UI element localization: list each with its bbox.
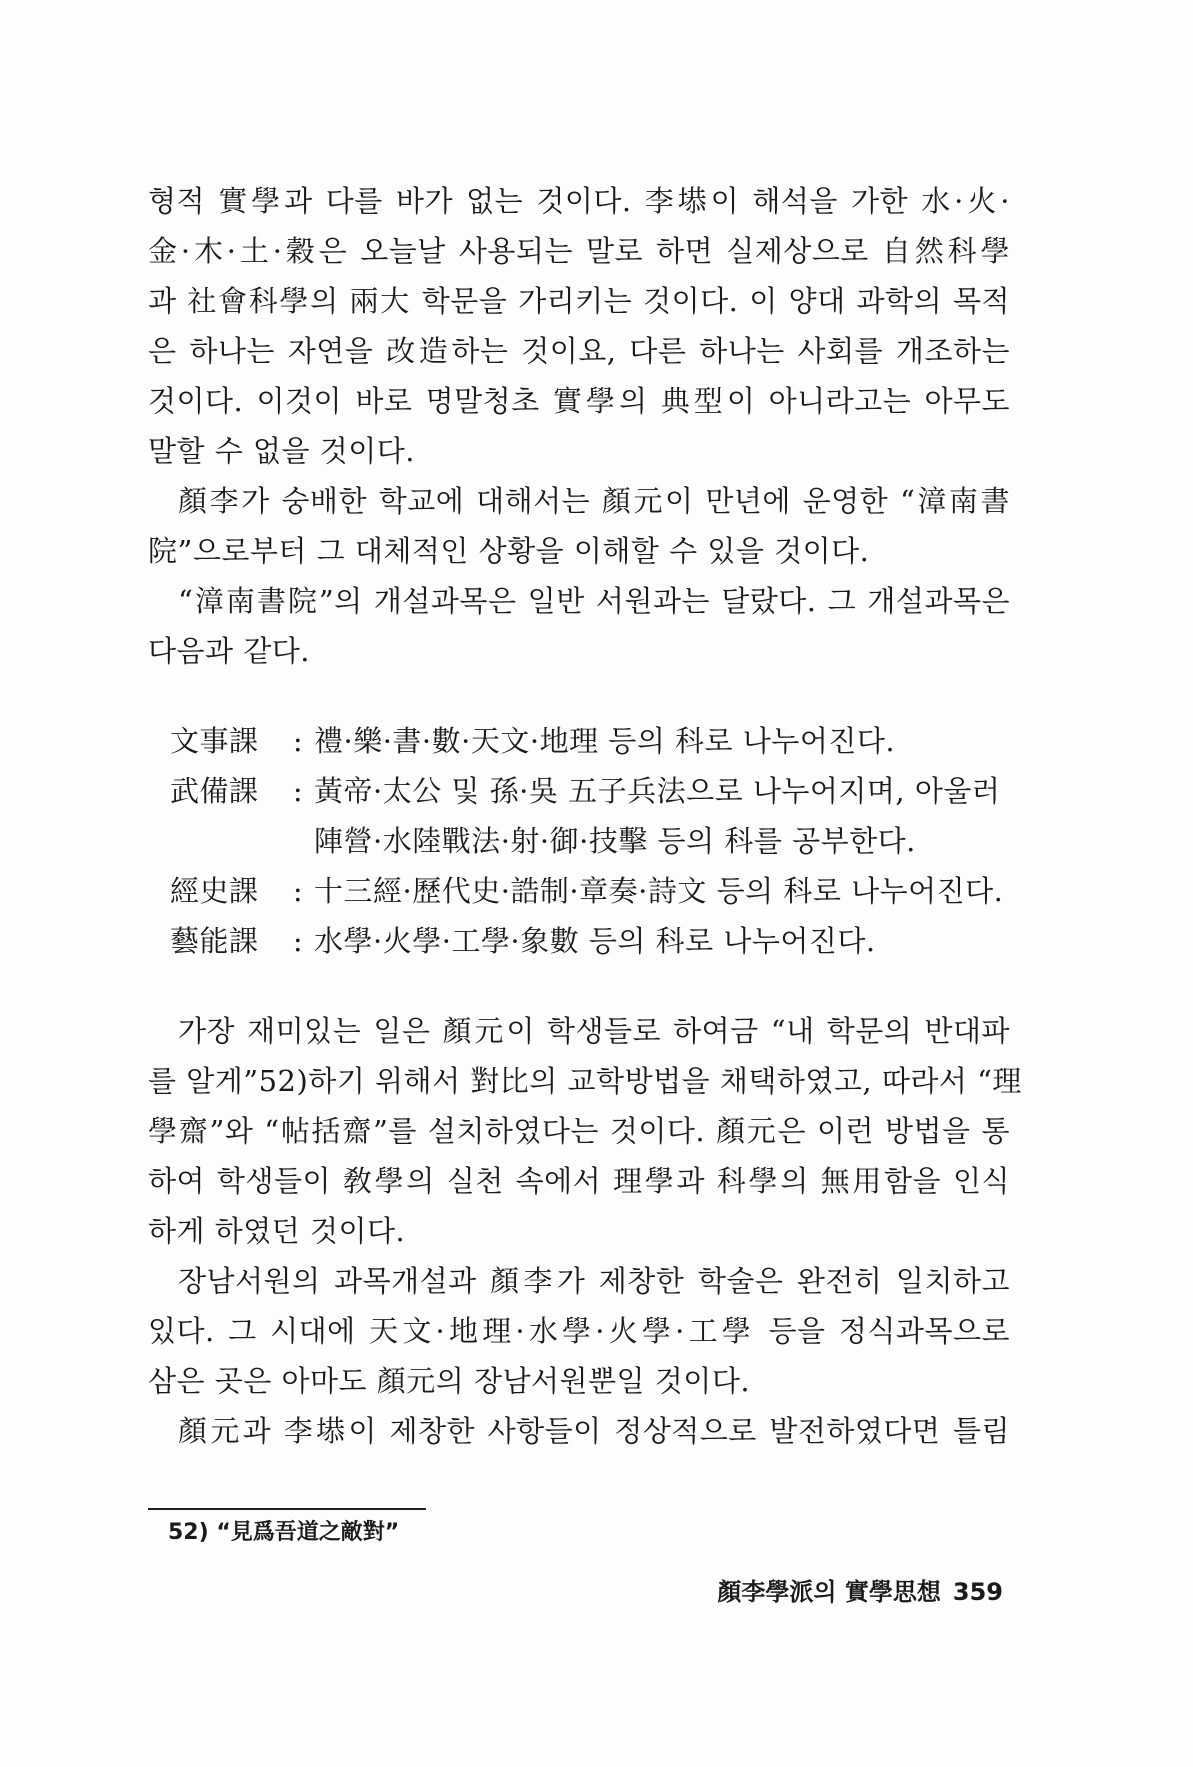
paragraph-5 xyxy=(148,1256,1010,1406)
text-line: 顏元과 李塨이 제창한 사항들이 정상적으로 발전하였다면 틀림 xyxy=(178,1414,1010,1448)
course-description-continued: 陣營·水陸戰法·射·御·技擊 등의 科를 공부한다. xyxy=(314,824,916,858)
text-line: 하여 학생들이 敎學의 실천 속에서 理學과 科學의 無用함을 인식 xyxy=(148,1164,1010,1198)
text-line: 있다. 그 시대에 天文·地理·水學·火學·工學 등을 정식과목으로 xyxy=(148,1314,1010,1348)
text-line: 하게 하였던 것이다. xyxy=(148,1214,406,1248)
course-colon: : xyxy=(292,724,304,758)
course-name: 藝能課 xyxy=(170,924,259,958)
paragraph-1 xyxy=(148,176,1010,476)
text-line: 형적 實學과 다를 바가 없는 것이다. 李塨이 해석을 가한 水·火· xyxy=(148,184,1010,218)
course-colon: : xyxy=(292,874,304,908)
text-line: 과 社會科學의 兩大 학문을 가리키는 것이다. 이 양대 과학의 목적 xyxy=(148,284,1010,318)
text-line: 다음과 같다. xyxy=(148,634,311,668)
text-line: 顏李가 숭배한 학교에 대해서는 顏元이 만년에 운영한 “漳南書 xyxy=(178,484,1010,518)
text-line: 金·木·土·穀은 오늘날 사용되는 말로 하면 실제상으로 自然科學 xyxy=(148,234,1010,268)
curriculum-item xyxy=(148,766,1010,816)
curriculum-item xyxy=(148,866,1010,916)
main-text xyxy=(148,176,1022,1456)
text-line: 것이다. 이것이 바로 명말청초 實學의 典型이 아니라고는 아무도 xyxy=(148,384,1010,418)
running-title: 顏李學派의 實學思想 xyxy=(717,1577,941,1606)
course-description: 水學·火學·工學·象數 등의 科로 나누어진다. xyxy=(314,924,876,958)
text-line: 學齋”와 “帖括齋”를 설치하였다는 것이다. 顏元은 이런 방법을 통 xyxy=(148,1114,1010,1148)
paragraph-6 xyxy=(148,1406,1010,1456)
running-footer xyxy=(717,1576,1003,1608)
text-line: “漳南書院”의 개설과목은 일반 서원과는 달랐다. 그 개설과목은 xyxy=(178,584,1010,618)
page-number: 359 xyxy=(952,1578,1003,1606)
curriculum-list xyxy=(148,716,1010,966)
text-line: 은 하나는 자연을 改造하는 것이요, 다른 하나는 사회를 개조하는 xyxy=(148,334,1010,368)
footnote-divider xyxy=(148,1508,426,1510)
paragraph-3 xyxy=(148,576,1010,676)
paragraph-2 xyxy=(148,476,1010,576)
text-line: 가장 재미있는 일은 顏元이 학생들로 하여금 “내 학문의 반대파 xyxy=(178,1014,1010,1048)
course-description: 禮·樂·書·數·天文·地理 등의 科로 나누어진다. xyxy=(314,724,896,758)
course-name: 武備課 xyxy=(170,774,259,808)
footnote: 52) “見爲吾道之敵對” xyxy=(168,1520,400,1545)
course-description: 黃帝·太公 및 孫·吳 五子兵法으로 나누어지며, 아울러 xyxy=(314,774,1001,808)
course-colon: : xyxy=(292,774,304,808)
text-line: 장남서원의 과목개설과 顏李가 제창한 학술은 완전히 일치하고 xyxy=(178,1264,1010,1298)
text-line: 말할 수 없을 것이다. xyxy=(148,434,415,468)
course-description: 十三經·歷代史·誥制·章奏·詩文 등의 科로 나누어진다. xyxy=(314,874,1004,908)
course-name: 經史課 xyxy=(170,874,259,908)
paragraph-4 xyxy=(148,1006,1022,1256)
text-line: 삼은 곳은 아마도 顏元의 장남서원뿐일 것이다. xyxy=(148,1364,751,1398)
course-colon: : xyxy=(292,924,304,958)
text-line: 를 알게”52)하기 위해서 對比의 교학방법을 채택하였고, 따라서 “理 xyxy=(148,1064,1022,1098)
course-name: 文事課 xyxy=(170,724,259,758)
curriculum-item xyxy=(148,716,1010,766)
text-line: 院”으로부터 그 대체적인 상황을 이해할 수 있을 것이다. xyxy=(148,534,870,568)
curriculum-item xyxy=(148,916,1010,966)
